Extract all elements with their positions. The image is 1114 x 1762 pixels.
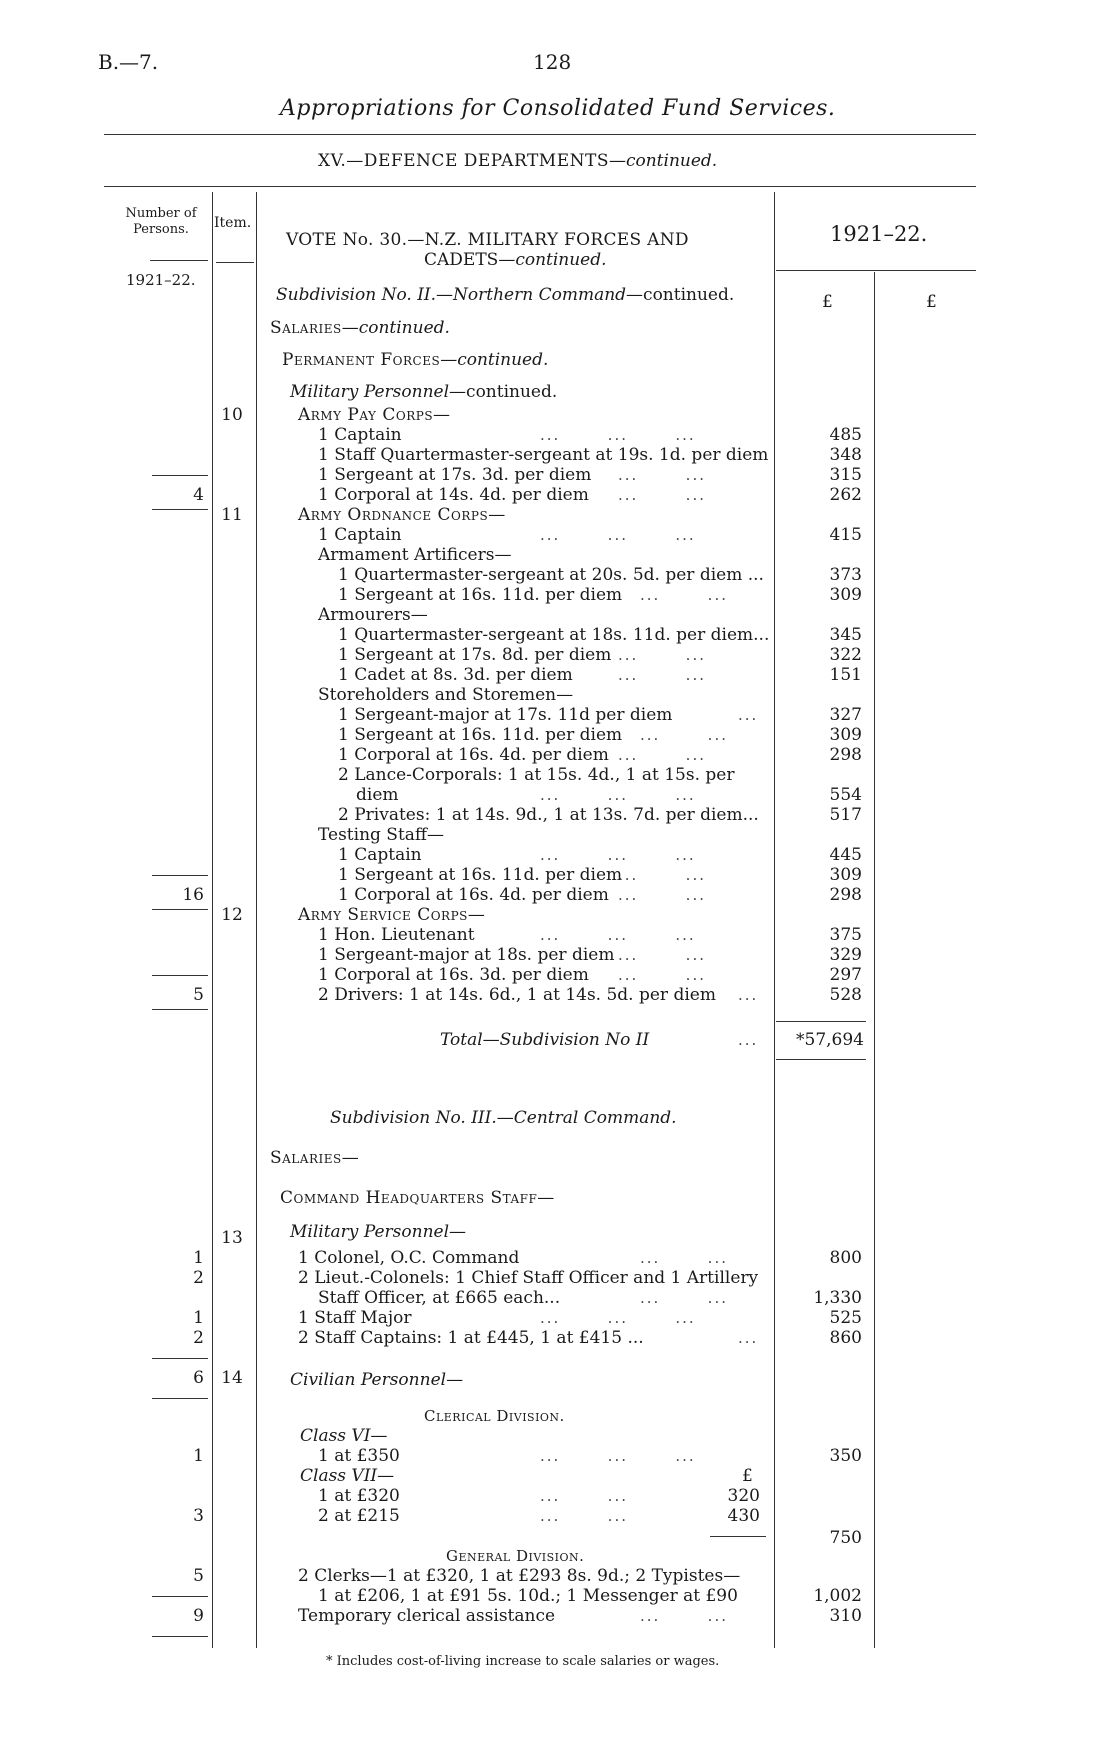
colonel-amount: 800: [829, 1248, 862, 1268]
subdivision-ii-row-text: 1 Staff Quartermaster-sergeant at 19s. 1d. per diem: [318, 445, 769, 465]
item-number: 10: [221, 405, 243, 425]
col-divider-amount: [774, 192, 775, 1648]
persons-rule: [152, 975, 208, 976]
salaries-continued: —continued.: [341, 318, 450, 338]
persons-count: 5: [193, 985, 204, 1005]
subdivision-ii-row-text: Army Service Corps—: [298, 905, 486, 925]
general-amount: 1,002: [813, 1586, 862, 1606]
total-rule-top: [776, 1021, 866, 1022]
col-divider-total: [874, 272, 875, 1648]
persons-rule-b: [152, 1398, 208, 1399]
subdivision-ii-row-amount: 554: [829, 785, 862, 805]
subdivision-ii-row-amount: 373: [829, 565, 862, 585]
lt-colonels-amount: 1,330: [813, 1288, 862, 1308]
persons-general: 5: [193, 1566, 204, 1586]
item-heading-rule: [216, 262, 254, 263]
subdivision-ii-row-text: Armourers—: [318, 605, 428, 625]
col-divider-item: [256, 192, 257, 1648]
class-vii-total: 750: [829, 1528, 862, 1548]
temporary-amount: 310: [829, 1606, 862, 1626]
class-vii-line1-dots: ... ...: [540, 1487, 628, 1505]
civilian-personnel-heading: Civilian Personnel—: [290, 1370, 464, 1390]
staff-major-dots: ... ... ...: [540, 1309, 696, 1327]
year-heading: 1921–22.: [830, 222, 928, 246]
clerical-division-heading: Clerical Division.: [424, 1407, 565, 1425]
pound-col1: £: [822, 292, 833, 312]
persons-staff-major: 1: [193, 1308, 204, 1328]
subdivision-ii-row-text: 1 Sergeant at 17s. 3d. per diem: [318, 465, 592, 485]
class-vi-amount: 350: [829, 1446, 862, 1466]
general-line1: 2 Clerks—1 at £320, 1 at £293 8s. 9d.; 2 Typistes—: [298, 1566, 741, 1586]
persons-class-vi: 1: [193, 1446, 204, 1466]
salaries-iii-heading: Salaries—: [270, 1148, 360, 1168]
table-top-rule: [104, 186, 976, 187]
year-heading-rule: [776, 270, 976, 271]
inner-pound: £: [742, 1466, 753, 1486]
header-rule: [104, 134, 976, 135]
subdivision-ii-row-amount: 151: [829, 665, 862, 685]
leader-dots: ... ...: [618, 886, 706, 904]
leader-dots: ... ...: [618, 666, 706, 684]
subdivision-ii-row-amount: 345: [829, 625, 862, 645]
persons-rule: [152, 1009, 208, 1010]
footnote: * Includes cost-of-living increase to scale salaries or wages.: [326, 1654, 720, 1669]
permanent-forces-continued: —continued.: [440, 350, 549, 370]
military-personnel-iii-heading: Military Personnel—: [290, 1222, 467, 1242]
item-number: 11: [221, 505, 243, 525]
subdivision-ii-row-amount: 528: [829, 985, 862, 1005]
persons-rule-a: [152, 1358, 208, 1359]
subdivision-ii-row-amount: 309: [829, 865, 862, 885]
class-vii-sum-rule: [710, 1536, 766, 1537]
salaries-label: Salaries: [270, 318, 342, 338]
total-subdivision-ii-amount: *57,694: [796, 1030, 864, 1050]
subdivision-ii-row-text: 1 Corporal at 16s. 3d. per diem: [318, 965, 589, 985]
leader-dots: ... ...: [618, 746, 706, 764]
subdivision-ii-row-amount: 329: [829, 945, 862, 965]
total-leader-dots: ...: [738, 1031, 759, 1049]
persons-subtotal: 6: [193, 1368, 204, 1388]
lt-colonels-dots: ... ...: [640, 1289, 728, 1307]
persons-rule: [152, 475, 208, 476]
temporary-dots: ... ...: [640, 1607, 728, 1625]
general-division-heading: General Division.: [446, 1547, 585, 1565]
staff-major-line: 1 Staff Major: [298, 1308, 412, 1328]
subdivision-ii-row-text: 1 Corporal at 16s. 4d. per diem: [338, 885, 609, 905]
document-code: B.—7.: [98, 50, 159, 74]
subdivision-ii-row-text: 1 Quartermaster-sergeant at 18s. 11d. per diem...: [338, 625, 770, 645]
subdivision-ii-row-text: 2 Privates: 1 at 14s. 9d., 1 at 13s. 7d. per diem...: [338, 805, 759, 825]
leader-dots: ... ... ...: [540, 846, 696, 864]
persons-class-vii: 3: [193, 1506, 204, 1526]
vote-heading-line1: VOTE No. 30.—N.Z. MILITARY FORCES AND: [286, 230, 689, 250]
class-vii-line1-amount: 320: [727, 1486, 760, 1506]
subdivision-ii-row-text: 1 Sergeant-major at 18s. per diem: [318, 945, 615, 965]
persons-year: 1921–22.: [126, 271, 196, 289]
section-continued: —continued.: [608, 151, 718, 171]
leader-dots: ... ... ...: [540, 526, 696, 544]
leader-dots: ... ...: [618, 466, 706, 484]
class-vii-line1: 1 at £320: [318, 1486, 400, 1506]
pound-col2: £: [926, 292, 937, 312]
persons-staff-captains: 2: [193, 1328, 204, 1348]
running-title: Appropriations for Consolidated Fund Services.: [280, 96, 836, 121]
leader-dots: ... ...: [640, 726, 728, 744]
subdivision-ii-row-text: 1 Captain: [338, 845, 422, 865]
salaries-heading: [270, 318, 450, 338]
staff-major-amount: 525: [829, 1308, 862, 1328]
section-title: [318, 151, 717, 171]
total-label: Total—Subdivision No II: [440, 1030, 650, 1050]
subdivision-ii-row-text: Army Pay Corps—: [298, 405, 451, 425]
subdivision-ii-row-amount: 262: [829, 485, 862, 505]
leader-dots: ... ... ...: [540, 926, 696, 944]
permanent-forces-heading: [282, 350, 548, 370]
subdivision-ii-row-text: 1 Quartermaster-sergeant at 20s. 5d. per diem ...: [338, 565, 764, 585]
persons-rule: [152, 509, 208, 510]
military-personnel-label: Military Personnel: [290, 382, 450, 402]
subdivision-ii-row-text: 1 Hon. Lieutenant: [318, 925, 475, 945]
subdivision-ii-row-text: 1 Sergeant at 17s. 8d. per diem: [338, 645, 612, 665]
item-heading: Item.: [214, 215, 252, 231]
leader-dots: ... ...: [618, 966, 706, 984]
leader-dots: ... ... ...: [540, 786, 696, 804]
class-vii-line2-amount: 430: [727, 1506, 760, 1526]
persons-rule-c: [152, 1596, 208, 1597]
leader-dots: ... ...: [618, 486, 706, 504]
subdivision-ii-row-text: 1 Corporal at 14s. 4d. per diem: [318, 485, 589, 505]
subdivision-ii-title: Subdivision No. II.—Northern Command: [276, 285, 627, 305]
total-rule-bottom: [776, 1059, 866, 1060]
subdivision-ii-row-text: 1 Sergeant-major at 17s. 11d per diem: [338, 705, 673, 725]
class-vii-line2-dots: ... ...: [540, 1507, 628, 1525]
subdivision-ii-row-text: Testing Staff—: [318, 825, 444, 845]
subdivision-ii-continued: —continued.: [626, 285, 735, 305]
staff-captains-dots: ...: [738, 1329, 759, 1347]
subdivision-ii-row-text: Army Ordnance Corps—: [298, 505, 506, 525]
class-vi-heading: Class VI—: [300, 1426, 388, 1446]
class-vii-line2: 2 at £215: [318, 1506, 400, 1526]
subdivision-ii-row-text: Armament Artificers—: [318, 545, 512, 565]
total-subdivision-ii-label: [440, 1030, 649, 1050]
general-line2: 1 at £206, 1 at £91 5s. 10d.; 1 Messenger at £90: [318, 1586, 738, 1606]
subdivision-ii-row-amount: 309: [829, 585, 862, 605]
class-vi-dots: ... ... ...: [540, 1447, 696, 1465]
subdivision-ii-row-text: 1 Sergeant at 16s. 11d. per diem: [338, 865, 623, 885]
subdivision-ii-row-amount: 322: [829, 645, 862, 665]
persons-lt-colonels: 2: [193, 1268, 204, 1288]
persons-rule-d: [152, 1636, 208, 1637]
subdivision-ii-row-amount: 517: [829, 805, 862, 825]
subdivision-ii-row-amount: 315: [829, 465, 862, 485]
leader-dots: ...: [738, 706, 759, 724]
subdivision-ii-row-text: Storeholders and Storemen—: [318, 685, 574, 705]
temporary-line: Temporary clerical assistance: [298, 1606, 556, 1626]
staff-captains-line: 2 Staff Captains: 1 at £445, 1 at £415 ...: [298, 1328, 644, 1348]
subdivision-ii-row-text: 1 Sergeant at 16s. 11d. per diem: [338, 725, 623, 745]
persons-colonel: 1: [193, 1248, 204, 1268]
persons-rule: [152, 875, 208, 876]
military-personnel-continued: —continued.: [449, 382, 558, 402]
vote-heading-line2: [424, 250, 607, 270]
military-personnel-heading: [290, 382, 557, 402]
leader-dots: ... ...: [640, 586, 728, 604]
subdivision-ii-row-text: 2 Drivers: 1 at 14s. 6d., 1 at 14s. 5d. per diem: [318, 985, 716, 1005]
subdivision-ii-row-text: 1 Captain: [318, 525, 402, 545]
lt-colonels-line1: 2 Lieut.-Colonels: 1 Chief Staff Officer and 1 Artillery: [298, 1268, 759, 1288]
subdivision-iii-heading: Subdivision No. III.—Central Command.: [330, 1108, 677, 1128]
persons-temporary: 9: [193, 1606, 204, 1626]
item-number: 12: [221, 905, 243, 925]
subdivision-ii-row-text: 1 Cadet at 8s. 3d. per diem: [338, 665, 573, 685]
subdivision-ii-row-amount: 445: [829, 845, 862, 865]
subdivision-ii-row-amount: 327: [829, 705, 862, 725]
vote-heading-continued: —continued.: [498, 250, 607, 270]
subdivision-ii-row-amount: 485: [829, 425, 862, 445]
class-vi-line: 1 at £350: [318, 1446, 400, 1466]
permanent-forces-label: Permanent Forces: [282, 350, 441, 370]
persons-rule: [152, 909, 208, 910]
subdivision-ii-row-amount: 297: [829, 965, 862, 985]
colonel-line: 1 Colonel, O.C. Command: [298, 1248, 520, 1268]
class-vii-heading: Class VII—: [300, 1466, 395, 1486]
page-number: 128: [533, 50, 572, 74]
subdivision-ii-row-amount: 309: [829, 725, 862, 745]
staff-captains-amount: 860: [829, 1328, 862, 1348]
subdivision-ii-row-text: 1 Sergeant at 16s. 11d. per diem: [338, 585, 623, 605]
item-14: 14: [221, 1368, 243, 1388]
leader-dots: ... ...: [618, 866, 706, 884]
persons-heading: Number of Persons.: [125, 206, 197, 237]
colonel-dots: ... ...: [640, 1249, 728, 1267]
persons-count: 16: [182, 885, 204, 905]
leader-dots: ... ...: [618, 646, 706, 664]
persons-heading-rule: [150, 260, 208, 261]
vote-heading-cadets: CADETS: [424, 250, 499, 270]
subdivision-ii-row-amount: 375: [829, 925, 862, 945]
persons-count: 4: [193, 485, 204, 505]
leader-dots: ...: [738, 986, 759, 1004]
leader-dots: ... ... ...: [540, 426, 696, 444]
leader-dots: ... ...: [618, 946, 706, 964]
lt-colonels-line2: Staff Officer, at £665 each...: [318, 1288, 561, 1308]
subdivision-ii-row-text: 1 Captain: [318, 425, 402, 445]
subdivision-ii-row-text: 1 Corporal at 16s. 4d. per diem: [338, 745, 609, 765]
subdivision-ii-row-amount: 298: [829, 885, 862, 905]
command-hq-staff-heading: Command Headquarters Staff—: [280, 1188, 555, 1208]
subdivision-ii-heading: [276, 285, 734, 305]
subdivision-ii-row-amount: 298: [829, 745, 862, 765]
subdivision-ii-row-amount: 348: [829, 445, 862, 465]
section-title-text: XV.—DEFENCE DEPARTMENTS: [318, 151, 609, 171]
subdivision-ii-row-text: 2 Lance-Corporals: 1 at 15s. 4d., 1 at 15s. per: [338, 765, 735, 785]
subdivision-ii-row-text: diem: [356, 785, 399, 805]
subdivision-ii-row-amount: 415: [829, 525, 862, 545]
item-13: 13: [221, 1228, 243, 1248]
